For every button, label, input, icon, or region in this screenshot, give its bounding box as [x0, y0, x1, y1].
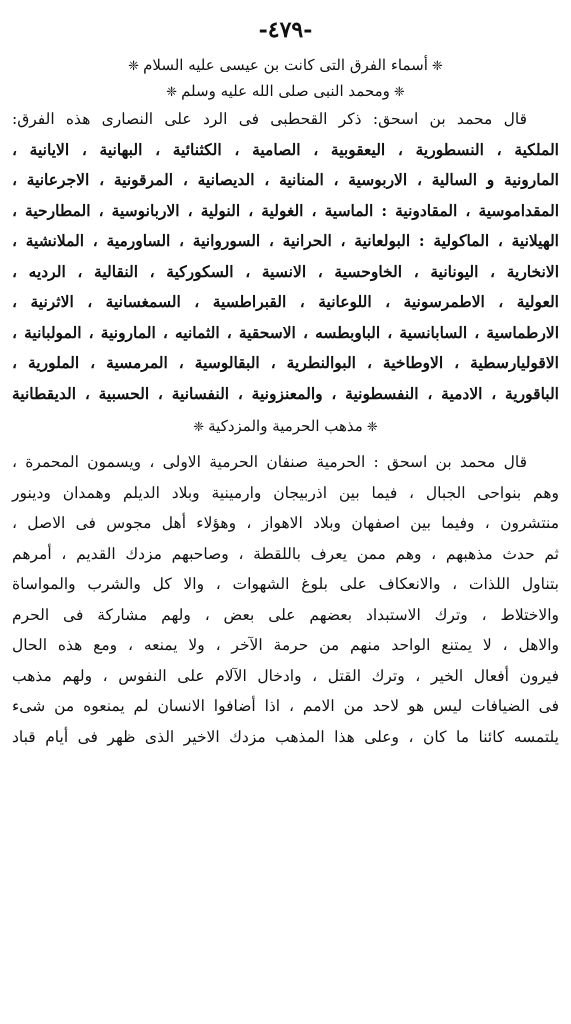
page-number: -٤٧٩-	[258, 17, 313, 43]
ornament-left-icon: ❈	[128, 59, 140, 74]
sects-heading-text-2: ومحمد النبى صلى الله عليه وسلم	[181, 82, 390, 100]
body-line: فى الضيافات ليس هو لاحد من الامم ، اذا أضافوا الانسان لم يمنعوه من شىء	[12, 697, 559, 715]
sects-line: الانخارية ، اليونانية ، الخاوحسية ، الانسية ، السكوركية ، النقالية ، الرديه ،	[12, 261, 559, 281]
sects-line: الارطماسية ، السابانسية ، الباوبطسه ، الاسحقية ، الثمانيه ، المارونية ، المولبانية ،	[12, 322, 559, 342]
body-line: ثم حدث مذهبهم ، وهم ممن يعرف باللقطة ، وصاحبهم مزدك القديم ، أمرهم	[12, 544, 559, 563]
body-line: بتناول اللذات ، والانعكاف على بلوغ الشهوات ، والا كل والشرب والمواساة	[12, 575, 559, 593]
body-line: والاختلاط ، وترك الاستبداد بعضهم على بعض ، ولهم مشاركة فى الحرم	[12, 605, 559, 624]
sects-line: الهيلانية ، الماكولية : البولعانية ، الحرانية ، السوروانية ، الساورمية ، الملانشية ،	[12, 231, 559, 250]
body-line: يلتمسه كائنا ما كان ، وعلى هذا المذهب مزدك الاخير الذى ظهر فى أيام قباد	[12, 727, 559, 746]
body-line: وهم بنواحى الجبال ، فيما بين اذربيجان وارمينية وبلاد الديلم وهمدان ودينور	[12, 483, 559, 502]
ornament-left-icon: ❈	[166, 85, 178, 100]
ornament-right-icon: ❈	[431, 59, 443, 74]
sects-heading-text-1: أسماء الفرق التى كانت بن عيسى عليه السلام	[143, 56, 428, 74]
sects-line: المقداموسية ، المقادونية : الماسية ، الغولية ، النولية ، الاربانوسية ، المطارحية ،	[12, 200, 559, 220]
sects-heading-line-2	[10, 78, 561, 104]
sects-line: الباقورية ، الادمية ، النفسطونية ، والمعنزونية ، النفسانية ، الحسبية ، الديقطانية	[12, 383, 559, 403]
body-line: منتشرون ، وفيما بين اصفهان وبلاد الاهواز ، وهؤلاء أهل مجوس فى الاصل ،	[12, 514, 559, 532]
sects-line: المارونية و السالية ، الاربوسية ، المنانية ، الديصانية ، المرقونية ، الاجرعانية ،	[12, 170, 559, 189]
sects-list	[10, 135, 561, 410]
document-page	[10, 8, 561, 1016]
sects-heading-line-1	[10, 52, 561, 78]
section-heading	[10, 413, 561, 439]
ornament-right-icon: ❈	[393, 85, 405, 100]
intro-paragraph-line: قال محمد بن اسحق: ذكر القحطبى فى الرد على النصارى هذه الفرق:	[12, 110, 527, 128]
section-body	[10, 447, 561, 752]
ornament-left-icon: ❈	[193, 420, 205, 435]
body-line: والاهل ، لا يمتنع الواحد منهم من حرمة الآخر ، ولا يمنعه ، ومع هذه الحال	[12, 636, 559, 654]
sects-line: العولية ، الاطمرسونية ، اللوعانية ، القبراطسية ، السمغسانية ، الاثرنية ،	[12, 292, 559, 311]
sects-line: الملكية ، النسطورية ، اليعقوبية ، الصامية ، الكثنائية ، البهانية ، الايانية ،	[12, 139, 559, 159]
body-line: فيرون أفعال الخير ، وترك القتل ، وادخال الآلام على النفوس ، ولهم مذهب	[12, 666, 559, 685]
section-heading-text: مذهب الحرمية والمزدكية	[208, 417, 363, 435]
ornament-right-icon: ❈	[366, 420, 378, 435]
body-line: قال محمد بن اسحق : الحرمية صنفان الحرمية الاولى ، ويسمون المحمرة ،	[12, 453, 527, 471]
sects-line: الاقوليارسطية ، الاوطاخية ، البوالنطرية ، البقالوسية ، المرمسية ، الملورية ،	[12, 353, 559, 372]
